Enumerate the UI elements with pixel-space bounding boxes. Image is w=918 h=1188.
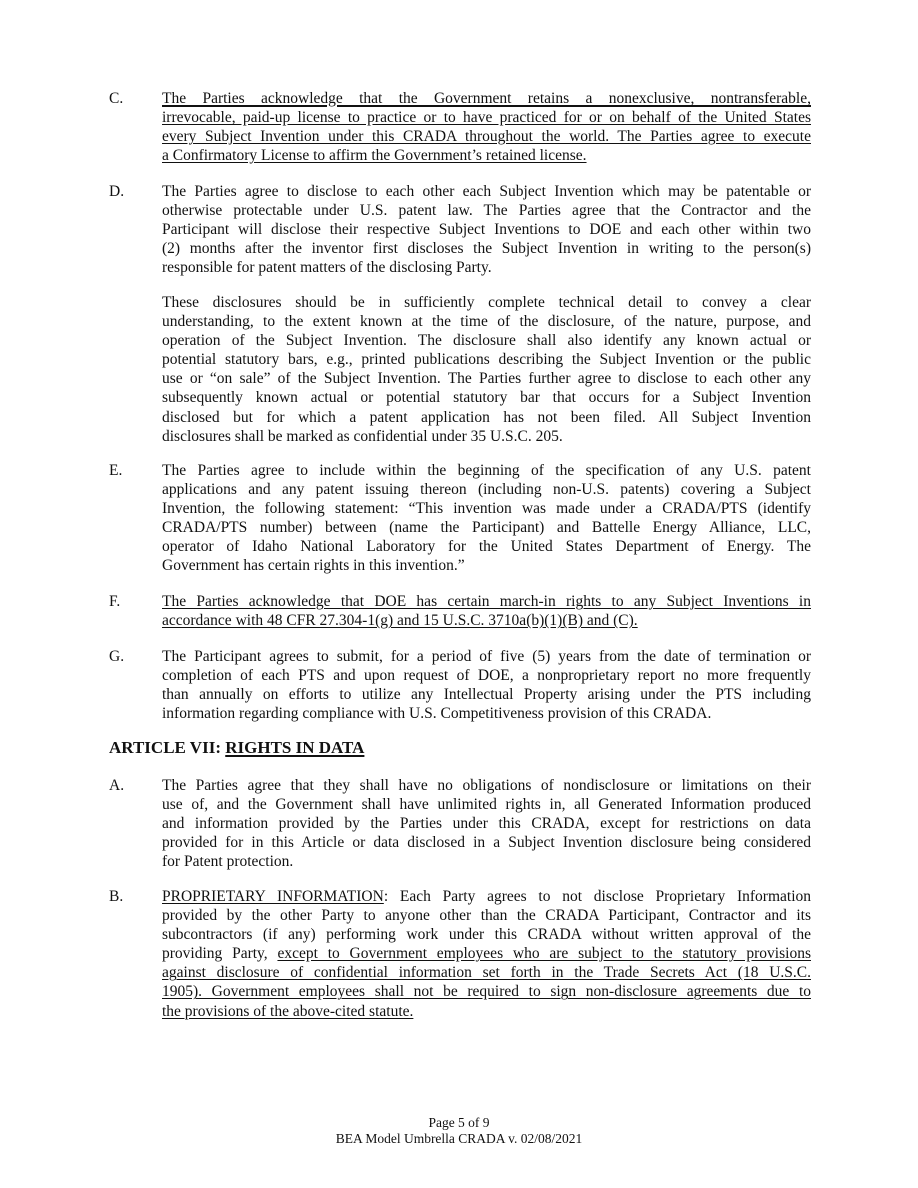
article-title: RIGHTS IN DATA <box>225 738 365 757</box>
section-text: : Each Party agrees to not disclose Proprietary Information <box>383 888 811 905</box>
section-line: completion of each PTS and upon request of DOE, a nonproprietary report no more frequently <box>162 667 811 685</box>
section-label: F. <box>109 593 121 610</box>
section-body <box>162 293 811 446</box>
section-line: subsequently known actual or potential statutory bar that occurs for a Subject Invention <box>162 389 811 407</box>
section-label: G. <box>109 648 125 665</box>
section-label: B. <box>109 888 124 905</box>
section-body <box>162 592 811 630</box>
section-line: These disclosures should be in sufficiently complete technical detail to convey a clear <box>162 294 811 311</box>
section-line: disclosed but for which a patent application has not been filed. All Subject Invention <box>162 408 811 426</box>
section-line: responsible for patent matters of the disclosing Party. <box>162 259 492 277</box>
section-line: The Parties agree to disclose to each other each Subject Invention which may be patentable or <box>162 183 811 200</box>
section-line: against disclosure of confidential information set forth in the Trade Secrets Act (18 U.S.C. <box>162 964 811 982</box>
section-body <box>162 461 811 576</box>
section-line: information regarding compliance with U.S. Competitiveness provision of this CRADA. <box>162 705 712 723</box>
section-line: CRADA/PTS number) between (name the Participant) and Battelle Energy Alliance, LLC, <box>162 519 811 537</box>
section-line: for Patent protection. <box>162 853 294 871</box>
section-line: provided for in this Article or data disclosed in a Subject Invention disclosure being considered <box>162 834 811 852</box>
section-line: Government has certain rights in this invention.” <box>162 557 465 575</box>
section-label: E. <box>109 462 123 479</box>
section-label: C. <box>109 90 124 107</box>
section-line: Invention, the following statement: “This invention was made under a CRADA/PTS (identify <box>162 500 811 518</box>
section-line: the provisions of the above-cited statute. <box>162 1002 414 1020</box>
footer-version: BEA Model Umbrella CRADA v. 02/08/2021 <box>335 1131 583 1146</box>
section-text-underlined: except to Government employees who are subject to the statutory provisions <box>277 945 811 963</box>
section-line: The Parties acknowledge that DOE has certain march-in rights to any Subject Inventions in <box>162 593 811 610</box>
section-body <box>162 887 811 1021</box>
section-label: D. <box>109 183 125 200</box>
section-line: Participant will disclose their respective Subject Inventions to DOE and each other within two <box>162 221 811 239</box>
article-heading <box>109 738 364 758</box>
section-line: applications and any patent issuing thereon (including non-U.S. patents) covering a Subject <box>162 481 811 499</box>
article-prefix: ARTICLE VII: <box>109 738 226 757</box>
section-label: A. <box>109 777 125 794</box>
section-line: understanding, to the extent known at the time of the disclosure, of the nature, purpose, and <box>162 313 811 331</box>
section-text: providing Party, <box>162 945 278 963</box>
section-body <box>162 182 811 277</box>
section-body <box>162 776 811 871</box>
section-line: otherwise protectable under U.S. patent law. The Parties agree that the Contractor and the <box>162 202 811 220</box>
section-line: The Parties agree to include within the beginning of the specification of any U.S. patent <box>162 462 811 479</box>
section-body <box>162 647 811 723</box>
section-line: The Parties acknowledge that the Government retains a nonexclusive, nontransferable, <box>162 90 811 107</box>
section-line: provided by the other Party to anyone other than the CRADA Participant, Contractor and its <box>162 907 811 925</box>
section-line: The Parties agree that they shall have no obligations of nondisclosure or limitations on their <box>162 777 811 794</box>
section-line: a Confirmatory License to affirm the Government’s retained license. <box>162 147 587 165</box>
section-line: disclosures shall be marked as confidential under 35 U.S.C. 205. <box>162 427 563 445</box>
section-line: subcontractors (if any) performing work under this CRADA without written approval of the <box>162 926 811 944</box>
section-line: operator of Idaho National Laboratory for the United States Department of Energy. The <box>162 538 811 556</box>
section-line: 1905). Government employees shall not be required to sign non-disclosure agreements due to <box>162 983 811 1001</box>
section-body <box>162 89 811 165</box>
section-line: (2) months after the inventor first discloses the Subject Invention in writing to the person(s) <box>162 240 811 258</box>
section-line: accordance with 48 CFR 27.304-1(g) and 15 U.S.C. 3710a(b)(1)(B) and (C). <box>162 612 638 630</box>
section-line: and information provided by the Parties under this CRADA, except for restrictions on data <box>162 815 811 833</box>
section-line: use of, and the Government shall have unlimited rights in, all Generated Information produced <box>162 796 811 814</box>
section-line: use or “on sale” of the Subject Invention. The Parties further agree to disclose to each other any <box>162 370 811 388</box>
footer-page-number: Page 5 of 9 <box>428 1115 490 1130</box>
section-line: irrevocable, paid-up license to practice or to have practiced for or on behalf of the United States <box>162 109 811 127</box>
section-line: than annually on efforts to utilize any Intellectual Property arising under the PTS including <box>162 686 811 704</box>
section-line: operation of the Subject Invention. The disclosure shall also identify any known actual or <box>162 332 811 350</box>
section-line: The Participant agrees to submit, for a period of five (5) years from the date of termination or <box>162 648 811 665</box>
section-line: potential statutory bars, e.g., printed publications describing the Subject Invention or the public <box>162 351 811 369</box>
proprietary-information-term: PROPRIETARY INFORMATION <box>162 888 384 905</box>
section-line: every Subject Invention under this CRADA throughout the world. The Parties agree to execute <box>162 128 811 146</box>
